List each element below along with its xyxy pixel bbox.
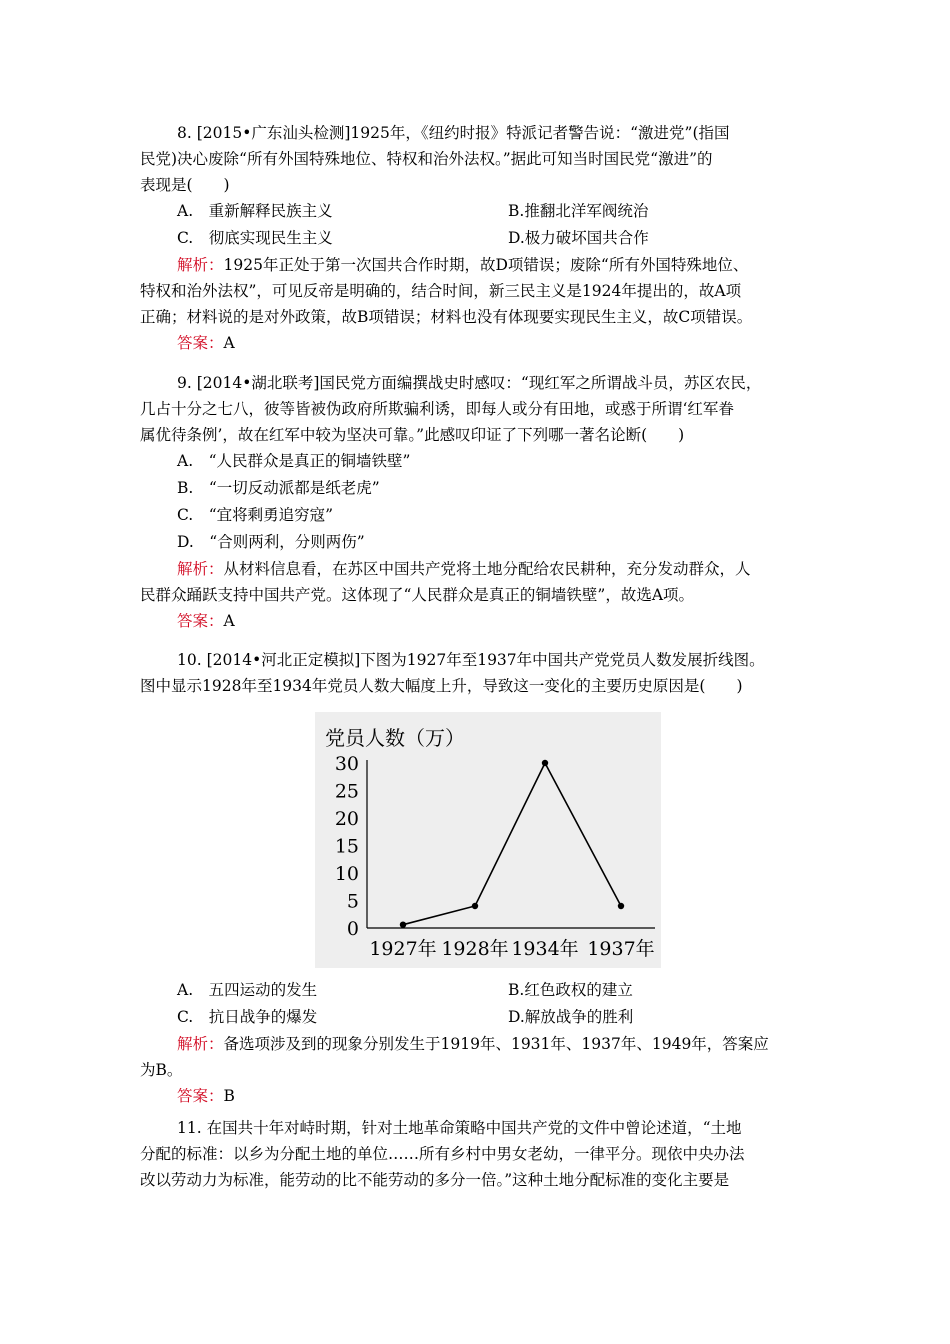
y-tick-label: 30 [334,753,359,775]
q9-option-c-row [140,502,805,529]
q9-option-d: D. “合则两利，分则两伤” [177,533,365,551]
y-tick-label: 0 [346,918,359,940]
data-point [618,903,624,909]
x-tick-label: 1928年 [441,938,509,960]
q10-option-d: D.解放战争的胜利 [508,1008,634,1026]
q8-analysis-line-3: 正确；材料说的是对外政策，故B项错误；材料也没有体现要实现民生主义，故C项错误。 [140,308,753,326]
question-10-continued [140,977,805,1109]
y-tick-label: 15 [334,835,359,858]
q8-option-c: C. 彻底实现民生主义 [177,229,333,247]
q9-analysis-line-1 [140,556,805,582]
q8-stem-line-3: 表现是( ) [140,176,230,194]
x-tick-label: 1937年 [587,938,655,960]
q8-answer-line [140,330,805,356]
q9-answer-line [140,608,805,634]
question-11 [140,1115,805,1193]
q9-option-a-row [140,448,805,475]
data-point [542,760,548,766]
q8-stem-line-1: 8. [2015•广东汕头检测]1925年，《纽约时报》特派记者警告说：“激进党”(指国 [177,124,730,142]
data-point [472,903,478,909]
chart-title: 党员人数（万） [325,726,465,750]
q8-analysis-label: 解析： [177,256,224,274]
q10-analysis-label: 解析： [177,1035,224,1053]
q9-answer-value: A [223,612,235,630]
q9-option-b-row [140,475,805,502]
q8-analysis-line-1 [140,252,805,278]
q11-stem-line-1: 11. 在国共十年对峙时期，针对土地革命策略中国共产党的文件中曾论述道，“土地 [177,1119,742,1137]
x-tick-labels [369,938,654,960]
line-chart-svg [315,712,661,968]
q10-answer-line [140,1083,805,1109]
y-tick-label: 5 [346,890,359,913]
q9-stem-line-3: 属优待条例’，故在红军中较为坚决可靠。”此感叹印证了下列哪一著名论断( ) [140,426,685,444]
q9-option-b: B. “一切反动派都是纸老虎” [177,479,380,497]
y-tick-label: 25 [334,780,359,803]
q10-analysis-line-1 [140,1031,805,1057]
q8-option-a: A. 重新解释民族主义 [177,202,333,220]
q8-option-d: D.极力破坏国共合作 [508,229,649,247]
x-tick-label: 1927年 [369,938,437,960]
q9-analysis-label: 解析： [177,560,224,578]
question-10 [140,647,805,699]
q11-stem-line-2: 分配的标准：以乡为分配土地的单位……所有乡村中男女老幼，一律平分。现依中央办法 [140,1145,745,1163]
q10-options-row-2 [140,1004,805,1031]
q8-answer-value: A [223,334,235,352]
q8-options-row-2 [140,225,805,252]
y-tick-label: 20 [334,808,359,830]
q10-option-a: A. 五四运动的发生 [177,981,318,999]
q10-answer-value: B [223,1087,235,1105]
q10-option-c: C. 抗日战争的爆发 [177,1008,318,1026]
q11-stem-line-3: 改以劳动力为标准，能劳动的比不能劳动的多分一倍。”这种土地分配标准的变化主要是 [140,1171,730,1189]
q9-answer-label: 答案： [177,612,224,630]
q9-stem-line-2: 几占十分之七八，彼等皆被伪政府所欺骗利诱，即每人或分有田地，或惑于所谓‘红军眷 [140,400,734,418]
q10-options-row-1 [140,977,805,1004]
q10-analysis-line-2: 为B。 [140,1061,183,1079]
q9-option-a: A. “人民群众是真正的铜墙铁壁” [177,452,411,470]
question-8 [140,120,805,356]
q10-stem-line-2: 图中显示1928年至1934年党员人数大幅度上升，导致这一变化的主要历史原因是( ) [140,677,743,695]
q10-analysis-text-1: 备选项涉及到的现象分别发生于1919年、1931年、1937年、1949年，答案应 [223,1035,769,1053]
q8-answer-label: 答案： [177,334,224,352]
q10-option-b: B.红色政权的建立 [508,981,633,999]
q10-stem-line-1: 10. [2014•河北正定模拟]下图为1927年至1937年中国共产党党员人数发展折线图。 [177,651,765,669]
q9-analysis-line-2: 民群众踊跃支持中国共产党。这体现了“人民群众是真正的铜墙铁壁”，故选A项。 [140,586,695,604]
data-point [400,922,406,928]
x-tick-label: 1934年 [511,938,579,960]
party-members-chart [315,712,661,968]
q8-analysis-text-1: 1925年正处于第一次国共合作时期，故D项错误；废除“所有外国特殊地位、 [223,256,749,274]
q8-analysis-line-2: 特权和治外法权”，可见反帝是明确的，结合时间，新三民主义是1924年提出的，故A项 [140,282,742,300]
y-tick-label: 10 [334,863,359,885]
q9-stem-line-1: 9. [2014•湖北联考]国民党方面编撰战史时感叹：“现红军之所谓战斗员，苏区农民， [177,374,762,392]
question-9 [140,370,805,634]
q10-answer-label: 答案： [177,1087,224,1105]
q8-stem-line-2: 民党)决心废除“所有外国特殊地位、特权和治外法权。”据此可知当时国民党“激进”的 [140,150,713,168]
q9-option-c: C. “宜将剩勇追穷寇” [177,506,334,524]
q8-option-b: B.推翻北洋军阀统治 [508,202,649,220]
q9-analysis-text-1: 从材料信息看，在苏区中国共产党将土地分配给农民耕种，充分发动群众，人 [223,560,751,578]
q9-option-d-row [140,529,805,556]
q8-options-row-1 [140,198,805,225]
